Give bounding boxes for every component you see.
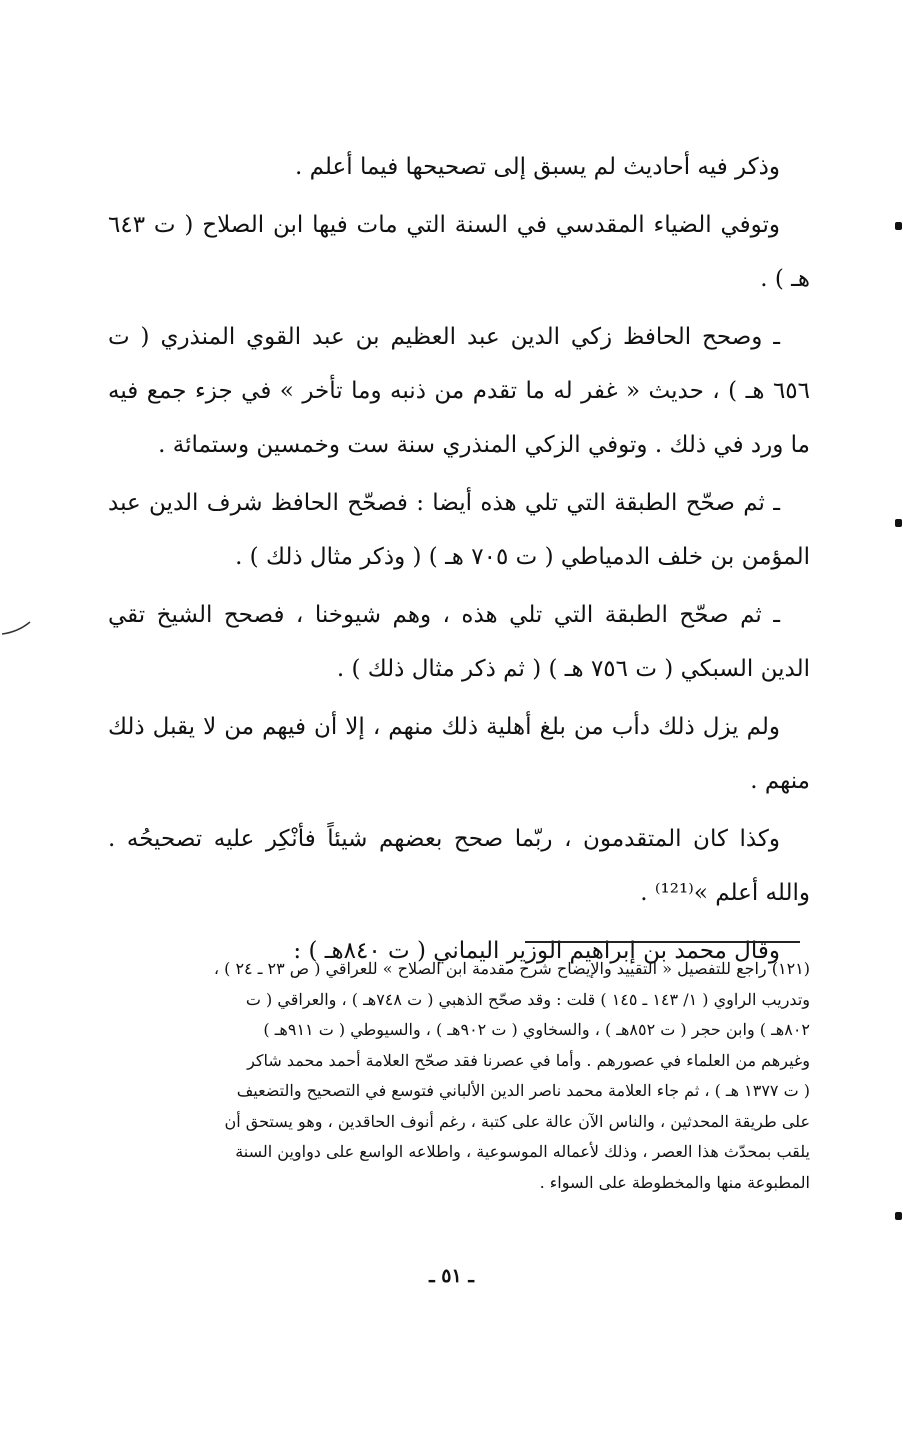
footnote-line: وتدريب الراوي ( ١/ ١٤٣ ـ ١٤٥ ) قلت : وقد صحّح الذهبي ( ت ٧٤٨هـ ) ، والعراقي ( ت (245, 989, 810, 1009)
footnote-line: (١٢١) راجع للتفصيل « التقييد والإيضاح شرح مقدمة ابن الصلاح » للعراقي ( ص ٢٣ ـ ٢٤ ) ، (213, 959, 810, 978)
footnotes (112, 954, 810, 1198)
paragraph: ـ ثم صحّح الطبقة التي تلي هذه أيضا : فصحّح الحافظ شرف الدين عبد المؤمن بن خلف الدمياطي ( ت ٧٠٥ هـ ) ( وذكر مثال ذلك ) . (108, 490, 810, 570)
paragraph: وقال محمد بن إبراهيم الوزير اليماني ( ت ٨٤٠هـ ) : (293, 938, 780, 964)
scan-mark (895, 222, 902, 230)
footnote-line: ( ت ١٣٧٧ هـ ) ، ثم جاء العلامة محمد ناصر الدين الألباني فتوسع في التصحيح والتضعيف (236, 1081, 810, 1100)
page-number: ـ ٥١ ـ (429, 1265, 474, 1287)
main-text (108, 140, 810, 982)
paragraph: وتوفي الضياء المقدسي في السنة التي مات فيها ابن الصلاح ( ت ٦٤٣ هـ ) . (108, 212, 810, 292)
footnote-line: وغيرهم من العلماء في عصورهم . وأما في عصرنا فقد صحّح العلامة أحمد محمد شاكر (247, 1050, 810, 1070)
footnote-line: ٨٠٢هـ ) وابن حجر ( ت ٨٥٢هـ ) ، والسخاوي ( ت ٩٠٢هـ ) ، والسيوطي ( ت ٩١١هـ ) (263, 1020, 810, 1039)
scan-mark (895, 1212, 902, 1220)
paragraph: ـ ثم صحّح الطبقة التي تلي هذه ، وهم شيوخنا ، فصحح الشيخ تقي الدين السبكي ( ت ٧٥٦ هـ ) ( ثم ذكر مثال ذلك ) . (108, 602, 810, 682)
paragraph: ولم يزل ذلك دأب من بلغ أهلية ذلك منهم ، إلا أن فيهم من لا يقبل ذلك منهم . (108, 714, 810, 794)
footnote-line: على طريقة المحدثين ، والناس الآن عالة على كتبة ، رغم أنوف الحاقدين ، وهو يستحق أن (224, 1111, 810, 1131)
paragraph: وكذا كان المتقدمون ، ربّما صحح بعضهم شيئاً فأنْكِر عليه تصحيحُه . والله أعلم »⁽¹²¹⁾ . (108, 826, 810, 906)
footnote-line: يلقب بمحدّث هذا العصر ، وذلك لأعماله الموسوعية ، واطلاعه الواسع على دواوين السنة (235, 1142, 810, 1161)
margin-curve-mark (0, 612, 32, 642)
paragraph: ـ وصحح الحافظ زكي الدين عبد العظيم بن عبد القوي المنذري ( ت ٦٥٦ هـ ) ، حديث « غفر له ما تقدم من ذنبه وما تأخر » في جزء جمع فيه ما ورد في ذلك . وتوفي الزكي المنذري سنة ست وخمسين وستمائة . (108, 324, 810, 458)
footnote-separator (525, 941, 800, 943)
paragraph: وذكر فيه أحاديث لم يسبق إلى تصحيحها فيما أعلم . (295, 154, 780, 180)
scan-mark (895, 519, 902, 527)
footnote-line: المطبوعة منها والمخطوطة على السواء . (539, 1172, 810, 1192)
